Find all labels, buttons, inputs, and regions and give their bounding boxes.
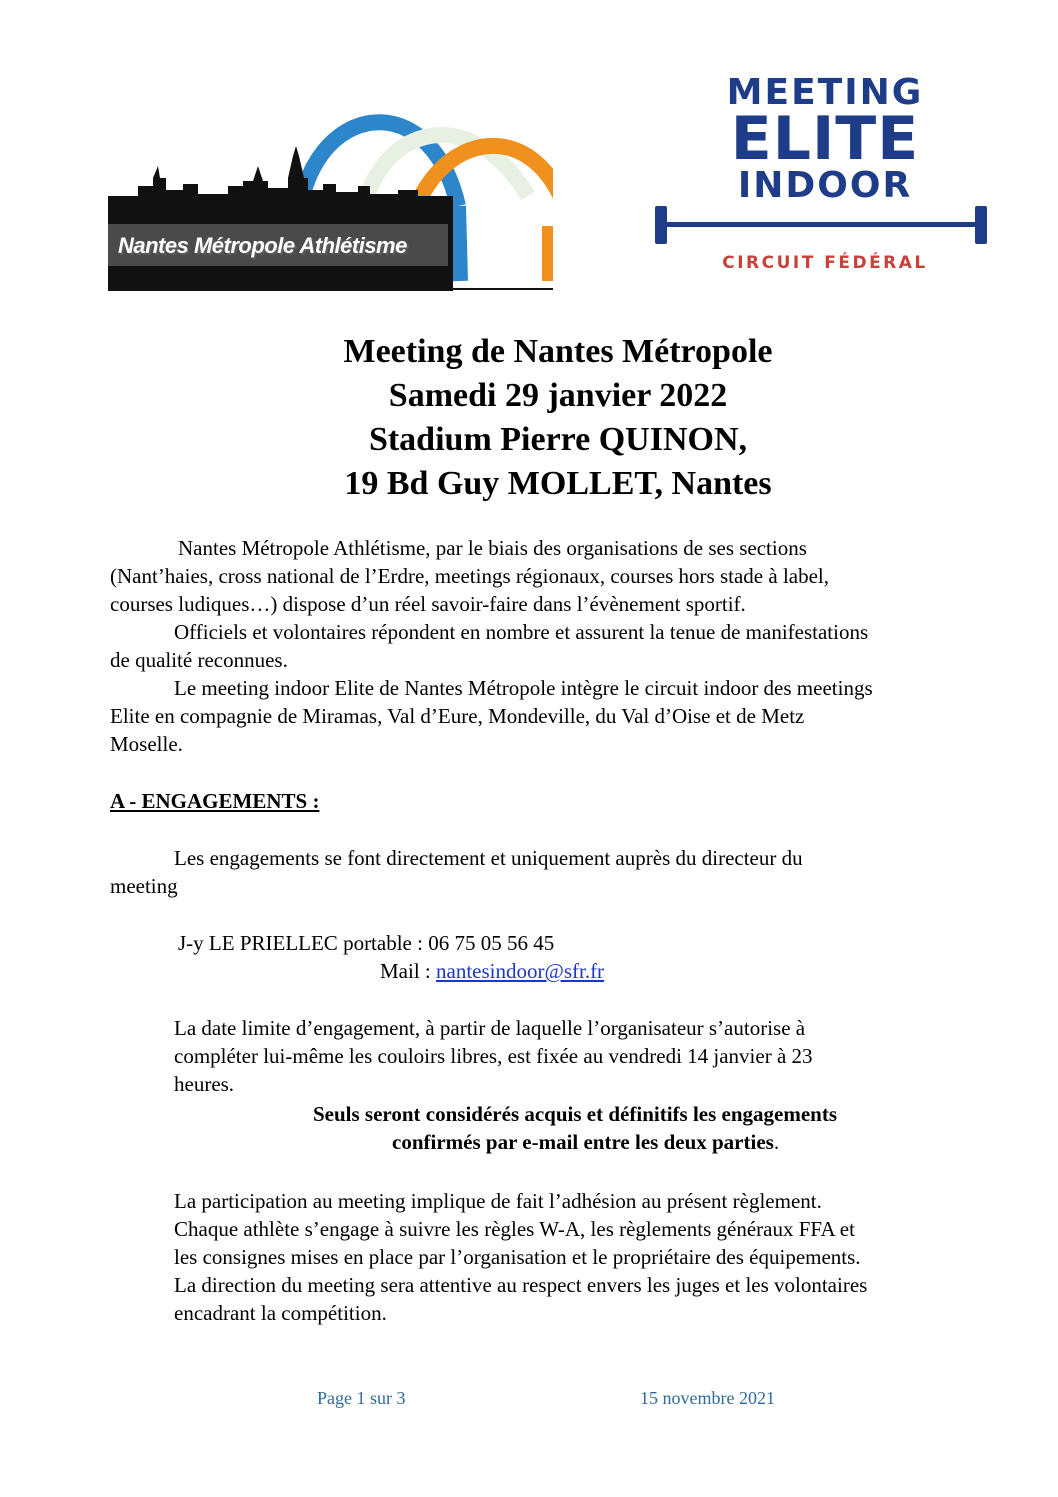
logo-barbell-icon	[655, 206, 987, 244]
contact-line: J-y LE PRIELLEC portable : 06 75 05 56 45	[178, 931, 555, 955]
deadline-line2: compléter lui-même les couloirs libres, est fixée au vendredi 14 janvier à 23	[174, 1044, 813, 1068]
left-logo-text: Nantes Métropole Athlétisme	[118, 233, 407, 258]
rules-line5: encadrant la compétition.	[174, 1301, 387, 1325]
logo-circuit-federal-text: CIRCUIT FÉDÉRAL	[722, 253, 928, 273]
logo-elite-text: ELITE	[730, 104, 920, 174]
intro-p3-line1: Le meeting indoor Elite de Nantes Métropole intègre le circuit indoor des meetings	[174, 676, 873, 700]
mail-link[interactable]: nantesindoor@sfr.fr	[436, 959, 605, 983]
bold-notice-line2	[392, 1128, 779, 1156]
bold-notice-period: .	[773, 1130, 780, 1154]
intro-p2-line2: de qualité reconnues.	[110, 648, 288, 672]
intro-p3-line3: Moselle.	[110, 732, 183, 756]
intro-p1-line3: courses ludiques…) dispose d’un réel savoir-faire dans l’évènement sportif.	[110, 592, 746, 616]
rules-line4: La direction du meeting sera attentive au respect envers les juges et les volontaires	[174, 1273, 868, 1297]
intro-p3-line2: Elite en compagnie de Miramas, Val d’Eure, Mondeville, du Val d’Oise et de Metz	[110, 704, 805, 728]
rules-line2: Chaque athlète s’engage à suivre les règles W-A, les règlements généraux FFA et	[174, 1217, 855, 1241]
intro-p1-line1: Nantes Métropole Athlétisme, par le biais des organisations de ses sections	[178, 536, 807, 560]
logo-meeting-text: MEETING	[726, 72, 924, 113]
title-line-3: Stadium Pierre QUINON,	[368, 421, 748, 458]
title-line-2: Samedi 29 janvier 2022	[388, 377, 728, 414]
engagements-line1: Les engagements se font directement et uniquement auprès du directeur du	[174, 846, 803, 870]
title-line-1: Meeting de Nantes Métropole	[343, 333, 773, 370]
deadline-line1: La date limite d’engagement, à partir de laquelle l’organisateur s’autorise à	[174, 1016, 806, 1040]
document-title	[108, 330, 1008, 506]
rules-line3: les consignes mises en place par l’organisation et le propriétaire des équipements.	[174, 1245, 861, 1269]
footer-date: 15 novembre 2021	[640, 1388, 775, 1408]
section-a-heading: A - ENGAGEMENTS :	[110, 789, 320, 813]
deadline-line3: heures.	[174, 1072, 235, 1096]
rules-line1: La participation au meeting implique de fait l’adhésion au présent règlement.	[174, 1189, 822, 1213]
title-line-4: 19 Bd Guy MOLLET, Nantes	[344, 465, 772, 502]
bold-notice-text: confirmés par e-mail entre les deux parties	[392, 1130, 774, 1154]
mail-label: Mail :	[380, 959, 436, 983]
footer-page-number: Page 1 sur 3	[317, 1388, 406, 1408]
mail-line	[380, 957, 604, 985]
logo-indoor-text: INDOOR	[737, 165, 913, 206]
intro-p2-line1: Officiels et volontaires répondent en nombre et assurent la tenue de manifestations	[174, 620, 869, 644]
bold-notice-line1: Seuls seront considérés acquis et définitifs les engagements	[313, 1102, 838, 1126]
intro-p1-line2: (Nant’haies, cross national de l’Erdre, meetings régionaux, courses hors stade à label,	[110, 564, 830, 588]
engagements-line2: meeting	[110, 874, 178, 898]
